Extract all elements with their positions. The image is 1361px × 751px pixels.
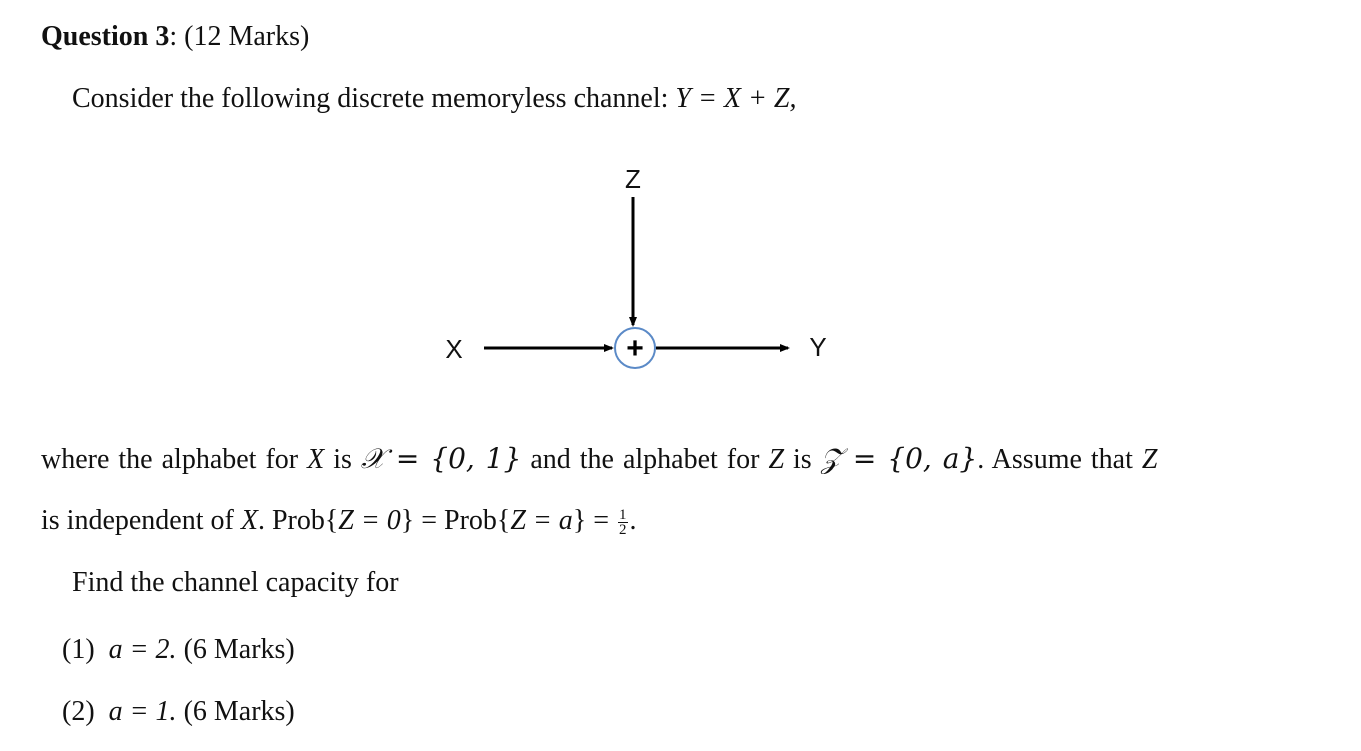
part-expression: a = 2.: [108, 634, 177, 665]
body-text: . Assume that: [977, 444, 1133, 475]
task-text: Find the channel capacity for: [72, 567, 399, 598]
fraction-denominator: 2: [619, 522, 627, 539]
part-number: (1): [62, 634, 95, 665]
part-item: [62, 695, 295, 729]
question-heading: [41, 20, 309, 54]
body-text: and the alphabet for: [530, 444, 760, 475]
fraction-one-half: [618, 508, 628, 537]
question-colon: :: [169, 21, 178, 52]
body-text: is independent of: [41, 505, 234, 536]
question-marks: (12 Marks): [184, 21, 310, 52]
var-x: X: [240, 505, 258, 536]
intro-text: Consider the following discrete memoryless channel:: [72, 83, 669, 114]
noise-label: Z: [625, 164, 641, 194]
channel-diagram: [400, 155, 860, 395]
body-text: } = Prob{: [400, 505, 511, 536]
question-label: Question 3: [41, 21, 170, 52]
adder-symbol: +: [626, 332, 644, 365]
var-x: X: [307, 444, 325, 475]
var-z: Z: [768, 444, 785, 475]
part-marks: (6 Marks): [183, 634, 295, 665]
intro-line: [72, 82, 796, 116]
fraction-numerator: 1: [619, 507, 627, 524]
part-marks: (6 Marks): [183, 696, 295, 727]
alphabet-z: 𝒵 = {0, a}: [820, 442, 978, 475]
prob-event-1: Z = 0: [338, 505, 401, 536]
part-number: (2): [62, 696, 95, 727]
body-text: .: [629, 505, 637, 536]
intro-equation: Y = X + Z,: [675, 83, 797, 114]
input-label: X: [445, 334, 463, 364]
alphabet-x: 𝒳 = {0, 1}: [360, 442, 522, 475]
prob-event-2: Z = a: [510, 505, 573, 536]
var-z: Z: [1141, 444, 1158, 475]
body-text: where the alphabet for: [41, 444, 299, 475]
body-line-1: [41, 442, 1157, 477]
body-text: } =: [572, 505, 610, 536]
part-expression: a = 1.: [108, 696, 177, 727]
body-line-2: [41, 504, 637, 538]
body-text: is: [333, 444, 352, 475]
body-text: is: [793, 444, 812, 475]
body-text: . Prob{: [257, 505, 339, 536]
part-item: [62, 633, 295, 667]
output-label: Y: [809, 332, 827, 362]
